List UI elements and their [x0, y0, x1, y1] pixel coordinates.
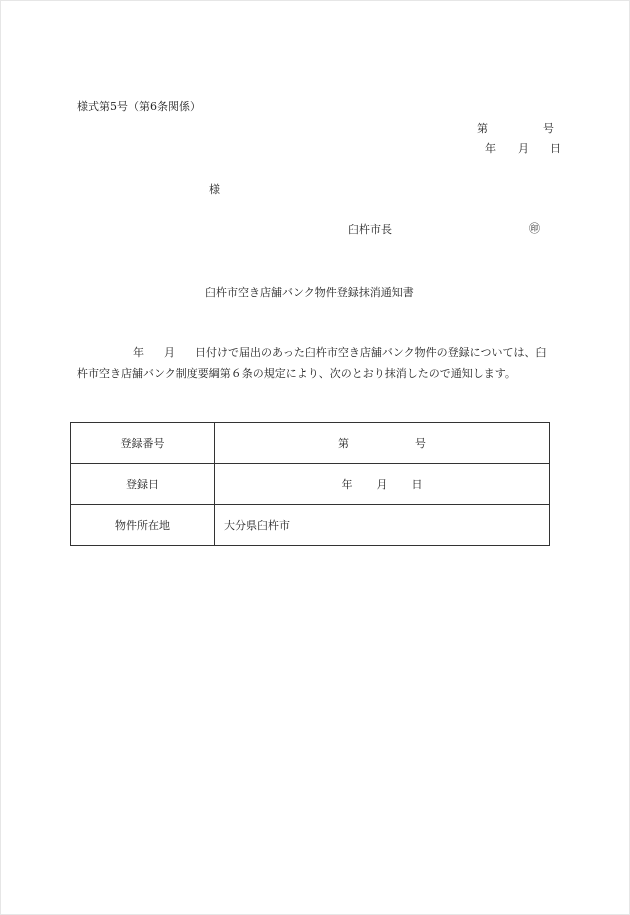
table-row	[71, 423, 550, 464]
registration-day: 日	[411, 478, 423, 491]
registration-number-suffix: 号	[415, 437, 426, 450]
number-prefix: 第	[477, 122, 488, 135]
row-value-number	[215, 423, 550, 464]
body-line-1	[133, 346, 546, 360]
seal-mark: ㊞	[529, 222, 540, 235]
registration-month: 月	[376, 478, 388, 491]
issuer-title: 臼杵市長	[348, 223, 392, 236]
date-year: 年	[485, 142, 496, 155]
number-suffix: 号	[543, 122, 554, 135]
row-label-number: 登録番号	[71, 423, 215, 464]
addressee-honorific: 様	[209, 183, 220, 196]
body-year: 年	[133, 346, 144, 359]
row-value-location: 大分県臼杵市	[215, 505, 550, 546]
form-label: 様式第5号（第6条関係）	[77, 100, 201, 113]
registration-table	[70, 422, 550, 546]
table-row	[71, 464, 550, 505]
date-month: 月	[518, 142, 529, 155]
registration-year: 年	[341, 478, 353, 491]
registration-number-prefix: 第	[338, 437, 349, 450]
row-label-location: 物件所在地	[71, 505, 215, 546]
table-row	[71, 505, 550, 546]
body-line-2: 杵市空き店舗バンク制度要綱第６条の規定により、次のとおり抹消したので通知します。	[77, 367, 516, 380]
header-date	[485, 142, 561, 156]
row-value-date	[215, 464, 550, 505]
body-text-1: 日付けで届出のあった臼杵市空き店舗バンク物件の登録については、臼	[195, 346, 547, 359]
row-label-date: 登録日	[71, 464, 215, 505]
date-day: 日	[550, 142, 561, 155]
document-title: 臼杵市空き店舗バンク物件登録抹消通知書	[205, 286, 414, 299]
body-month: 月	[164, 346, 175, 359]
